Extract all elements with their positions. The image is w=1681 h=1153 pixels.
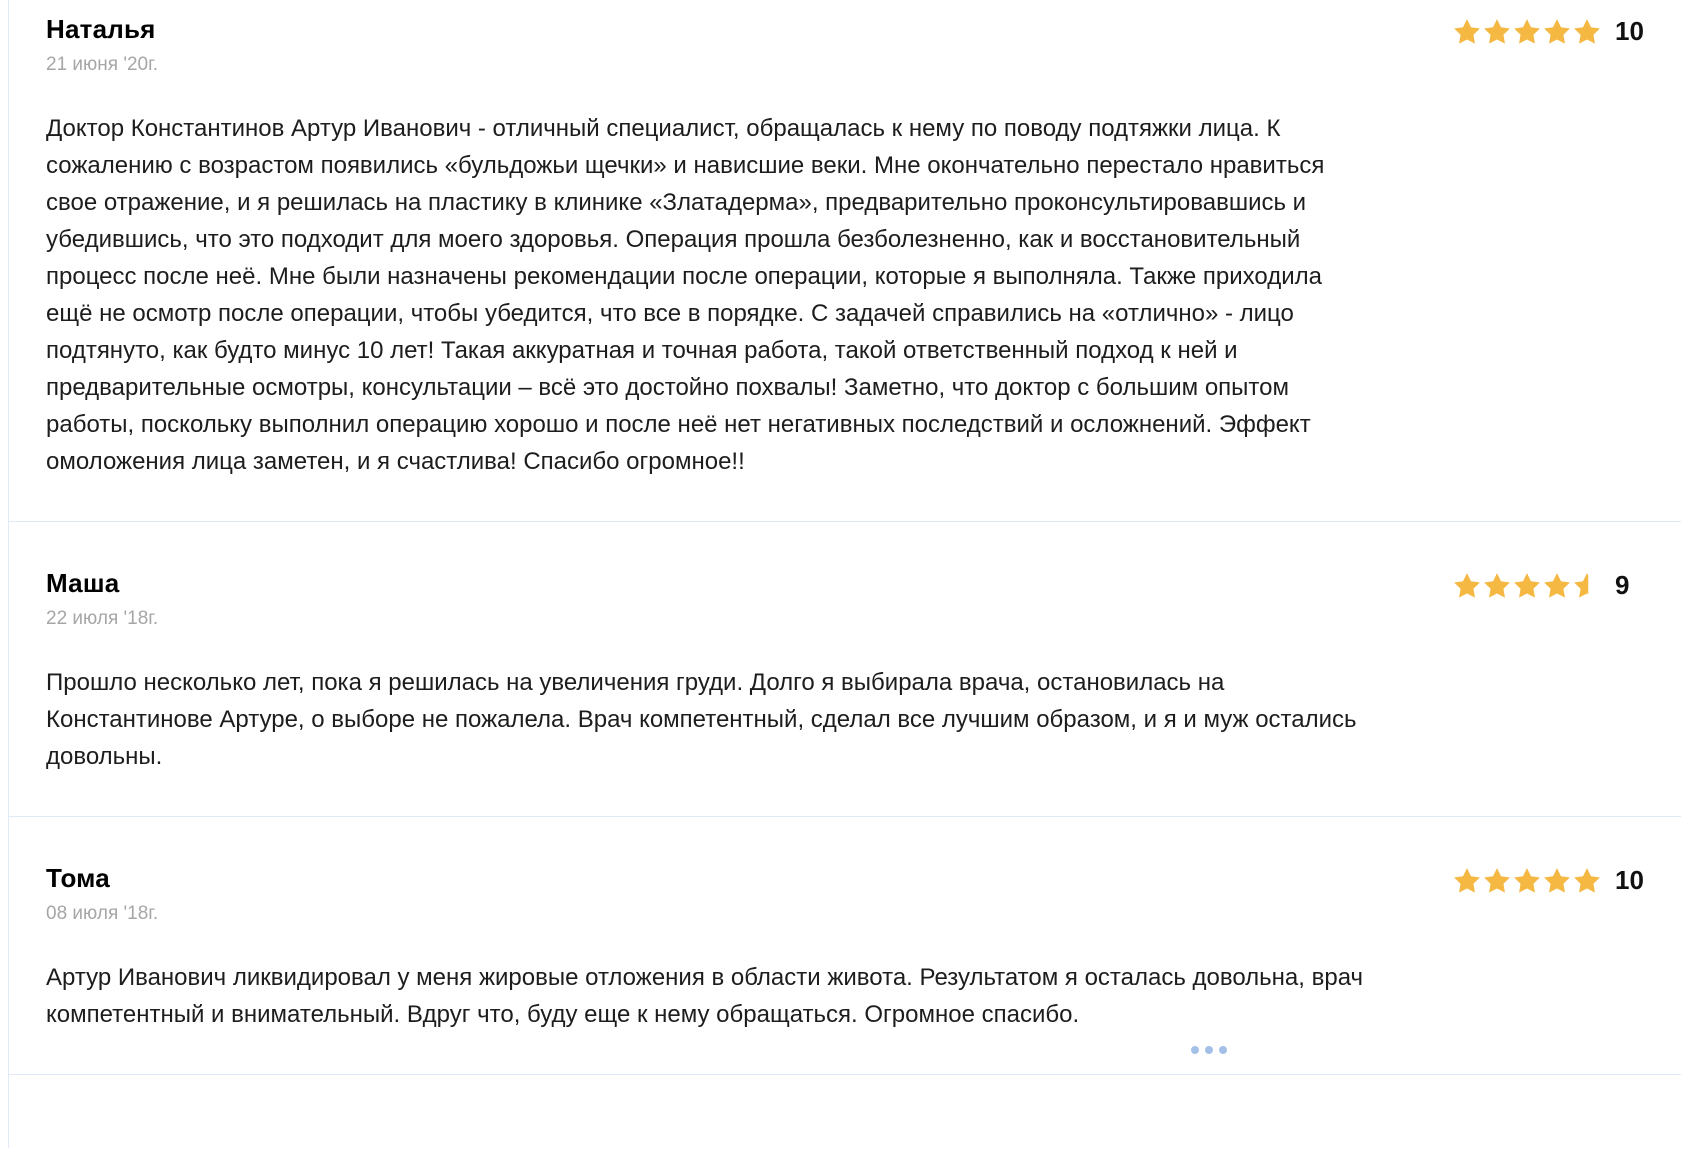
author-block bbox=[46, 14, 158, 76]
star-rating-icons bbox=[1452, 866, 1602, 896]
rating-score: 10 bbox=[1615, 865, 1644, 895]
star-icon bbox=[1482, 866, 1512, 896]
rating-block bbox=[1452, 865, 1645, 896]
star-rating-icons bbox=[1452, 17, 1602, 47]
rating-block bbox=[1452, 570, 1645, 601]
star-icon bbox=[1542, 571, 1572, 601]
star-icon bbox=[1452, 571, 1482, 601]
author-block bbox=[46, 568, 158, 630]
review-card bbox=[9, 817, 1681, 1075]
dot bbox=[1219, 1046, 1227, 1054]
dot bbox=[1191, 1046, 1199, 1054]
review-card bbox=[9, 0, 1681, 522]
star-icon bbox=[1512, 17, 1542, 47]
review-date: 21 июня '20г. bbox=[46, 54, 158, 75]
star-icon bbox=[1542, 17, 1572, 47]
star-icon bbox=[1512, 571, 1542, 601]
star-icon bbox=[1452, 17, 1482, 47]
review-text: Доктор Константинов Артур Иванович - отличный специалист, обращалась к нему по поводу подтяжки лица. К сожалению с возрастом появились «бульдожьи щечки» и нависшие веки. Мне окончательно перестало нравиться свое отражение, и я решилась на пластику в клинике «Златадерма», предварительно проконсультировавшись и убедившись, что это подходит для моего здоровья. Операция прошла безболезненно, как и восстановительный процесс после неё. Мне были назначены рекомендации после операции, которые я выполняла. Также приходила ещё не осмотр после операции, чтобы убедится, что все в порядке. С задачей справились на «отлично» - лицо подтянуто, как будто минус 10 лет! Такая аккуратная и точная работа, такой ответственный подход к ней и предварительные осмотры, консультации – всё это достойно похвалы! Заметно, что доктор с большим опытом работы, поскольку выполнил операцию хорошо и после неё нет негативных последствий и осложнений. Эффект омоложения лица заметен, и я счастлива! Спасибо огромное!! bbox=[46, 115, 1325, 475]
reviewer-name: Наталья bbox=[46, 14, 156, 44]
star-icon bbox=[1482, 571, 1512, 601]
star-rating-icons bbox=[1452, 571, 1602, 601]
star-icon bbox=[1572, 17, 1602, 47]
review-date: 08 июля '18г. bbox=[46, 903, 159, 924]
author-block bbox=[46, 863, 158, 925]
dot bbox=[1205, 1046, 1213, 1054]
more-options-dots-icon[interactable] bbox=[1187, 1042, 1231, 1058]
star-icon bbox=[1482, 17, 1512, 47]
half-star-icon bbox=[1572, 571, 1602, 601]
review-header bbox=[46, 568, 1645, 630]
review-text: Прошло несколько лет, пока я решилась на увеличения груди. Долго я выбирала врача, остановилась на Константинове Артуре, о выборе не пожалела. Врач компетентный, сделал все лучшим образом, и я и муж остались довольны. bbox=[46, 669, 1357, 770]
reviewer-name: Маша bbox=[46, 568, 120, 598]
star-icon bbox=[1452, 866, 1482, 896]
reviews-list bbox=[8, 0, 1681, 1148]
star-icon bbox=[1512, 866, 1542, 896]
review-date: 22 июля '18г. bbox=[46, 608, 159, 629]
review-text: Артур Иванович ликвидировал у меня жировые отложения в области живота. Результатом я осталась довольна, врач компетентный и внимательный. Вдруг что, буду еще к нему обращаться. Огромное спасибо. bbox=[46, 964, 1364, 1028]
star-icon bbox=[1572, 866, 1602, 896]
review-header bbox=[46, 14, 1645, 76]
review-header bbox=[46, 863, 1645, 925]
rating-score: 9 bbox=[1615, 570, 1630, 600]
reviewer-name: Тома bbox=[46, 863, 110, 893]
review-card bbox=[9, 522, 1681, 817]
rating-block bbox=[1452, 16, 1645, 47]
star-icon bbox=[1542, 866, 1572, 896]
rating-score: 10 bbox=[1615, 16, 1644, 46]
